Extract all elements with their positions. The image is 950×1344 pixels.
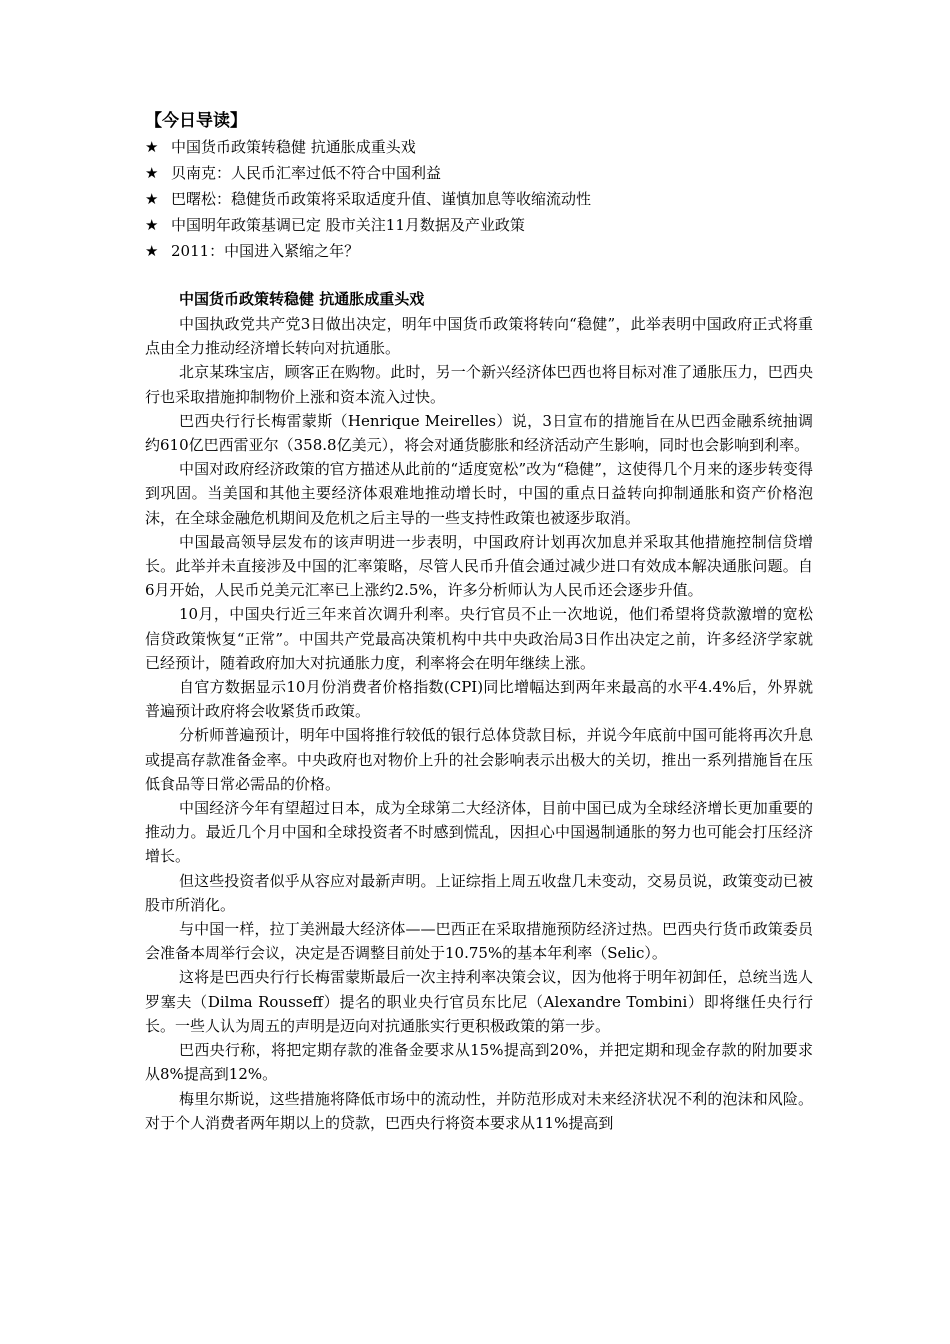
guide-item-text: 贝南克：人民币汇率过低不符合中国利益 <box>171 164 442 182</box>
guide-list <box>145 134 813 264</box>
paragraph: 分析师普遍预计，明年中国将推行较低的银行总体贷款目标，并说今年底前中国可能将再次升息或提高存款准备金率。中央政府也对物价上升的社会影响表示出极大的关切，推出一系列措施旨在压低食品等日常必需品的价格。 <box>145 726 813 793</box>
guide-item <box>145 238 813 264</box>
star-icon: ★ <box>145 216 159 234</box>
paragraph: 梅里尔斯说，这些措施将降低市场中的流动性，并防范形成对未来经济状况不利的泡沫和风险。对于个人消费者两年期以上的贷款，巴西央行将资本要求从11%提高到 <box>145 1089 813 1132</box>
guide-title: 【今日导读】 <box>145 111 247 131</box>
guide-item <box>145 160 813 186</box>
paragraph: 10月，中国央行近三年来首次调升利率。央行官员不止一次地说，他们希望将贷款激增的宽松信贷政策恢复“正常”。中国共产党最高决策机构中共中央政治局3日作出决定之前，许多经济学家就已经预计，随着政府加大对抗通胀力度，利率将会在明年继续上涨。 <box>145 605 813 672</box>
star-icon: ★ <box>145 138 159 156</box>
paragraph: 中国执政党共产党3日做出决定，明年中国货币政策将转向“稳健”，此举表明中国政府正式将重点由全力推动经济增长转向对抗通胀。 <box>145 315 813 358</box>
paragraph: 中国经济今年有望超过日本，成为全球第二大经济体，目前中国已成为全球经济增长更加重要的推动力。最近几个月中国和全球投资者不时感到慌乱，因担心中国遏制通胀的努力也可能会打压经济增长。 <box>145 799 813 866</box>
star-icon: ★ <box>145 242 159 260</box>
paragraph: 这将是巴西央行行长梅雷蒙斯最后一次主持利率决策会议，因为他将于明年初卸任，总统当选人罗塞夫（Dilma Rousseff）提名的职业央行官员东比尼（Alexandre Tombini）即将继任央行行长。一些人认为周五的声明是迈向对抗通胀实行更积极政策的第一步。 <box>145 968 813 1035</box>
article-title: 中国货币政策转稳健 抗通胀成重头戏 <box>179 290 425 308</box>
star-icon: ★ <box>145 164 159 182</box>
paragraph: 巴西央行称，将把定期存款的准备金要求从15%提高到20%，并把定期和现金存款的附加要求从8%提高到12%。 <box>145 1041 813 1084</box>
paragraph: 中国对政府经济政策的官方描述从此前的“适度宽松”改为“稳健”，这使得几个月来的逐步转变得到巩固。当美国和其他主要经济体艰难地推动增长时，中国的重点日益转向抑制通胀和资产价格泡沫，在全球金融危机期间及危机之后主导的一些支持性政策也被逐步取消。 <box>145 460 813 527</box>
guide-item <box>145 212 813 238</box>
guide-item-text: 中国货币政策转稳健 抗通胀成重头戏 <box>171 138 416 156</box>
guide-item <box>145 134 813 160</box>
paragraph: 巴西央行行长梅雷蒙斯（Henrique Meirelles）说，3日宣布的措施旨在从巴西金融系统抽调约610亿巴西雷亚尔（358.8亿美元），将会对通货膨胀和经济活动产生影响，同时也会影响到利率。 <box>145 411 813 455</box>
paragraph: 北京某珠宝店，顾客正在购物。此时，另一个新兴经济体巴西也将目标对准了通胀压力，巴西央行也采取措施抑制物价上涨和资本流入过快。 <box>145 363 813 406</box>
guide-item-text: 2011：中国进入紧缩之年？ <box>171 242 360 260</box>
guide-item-text: 巴曙松：稳健货币政策将采取适度升值、谨慎加息等收缩流动性 <box>171 190 592 208</box>
guide-item-text: 中国明年政策基调已定 股市关注11月数据及产业政策 <box>171 216 525 234</box>
article-body <box>145 312 813 1135</box>
document-page <box>145 108 813 1135</box>
paragraph: 自官方数据显示10月份消费者价格指数(CPI)同比增幅达到两年来最高的水平4.4%后，外界就普遍预计政府将会收紧货币政策。 <box>145 678 813 721</box>
paragraph: 但这些投资者似乎从容应对最新声明。上证综指上周五收盘几未变动，交易员说，政策变动已被股市所消化。 <box>145 871 813 914</box>
guide-item <box>145 186 813 212</box>
paragraph: 中国最高领导层发布的该声明进一步表明，中国政府计划再次加息并采取其他措施控制信贷增长。此举并未直接涉及中国的汇率策略，尽管人民币升值会通过减少进口有效成本解决通胀问题。自6月开始，人民币兑美元汇率已上涨约2.5%，许多分析师认为人民币还会逐步升值。 <box>145 532 813 600</box>
star-icon: ★ <box>145 190 159 208</box>
paragraph: 与中国一样，拉丁美洲最大经济体——巴西正在采取措施预防经济过热。巴西央行货币政策委员会准备本周举行会议，决定是否调整目前处于10.75%的基本年利率（Selic）。 <box>145 920 813 963</box>
